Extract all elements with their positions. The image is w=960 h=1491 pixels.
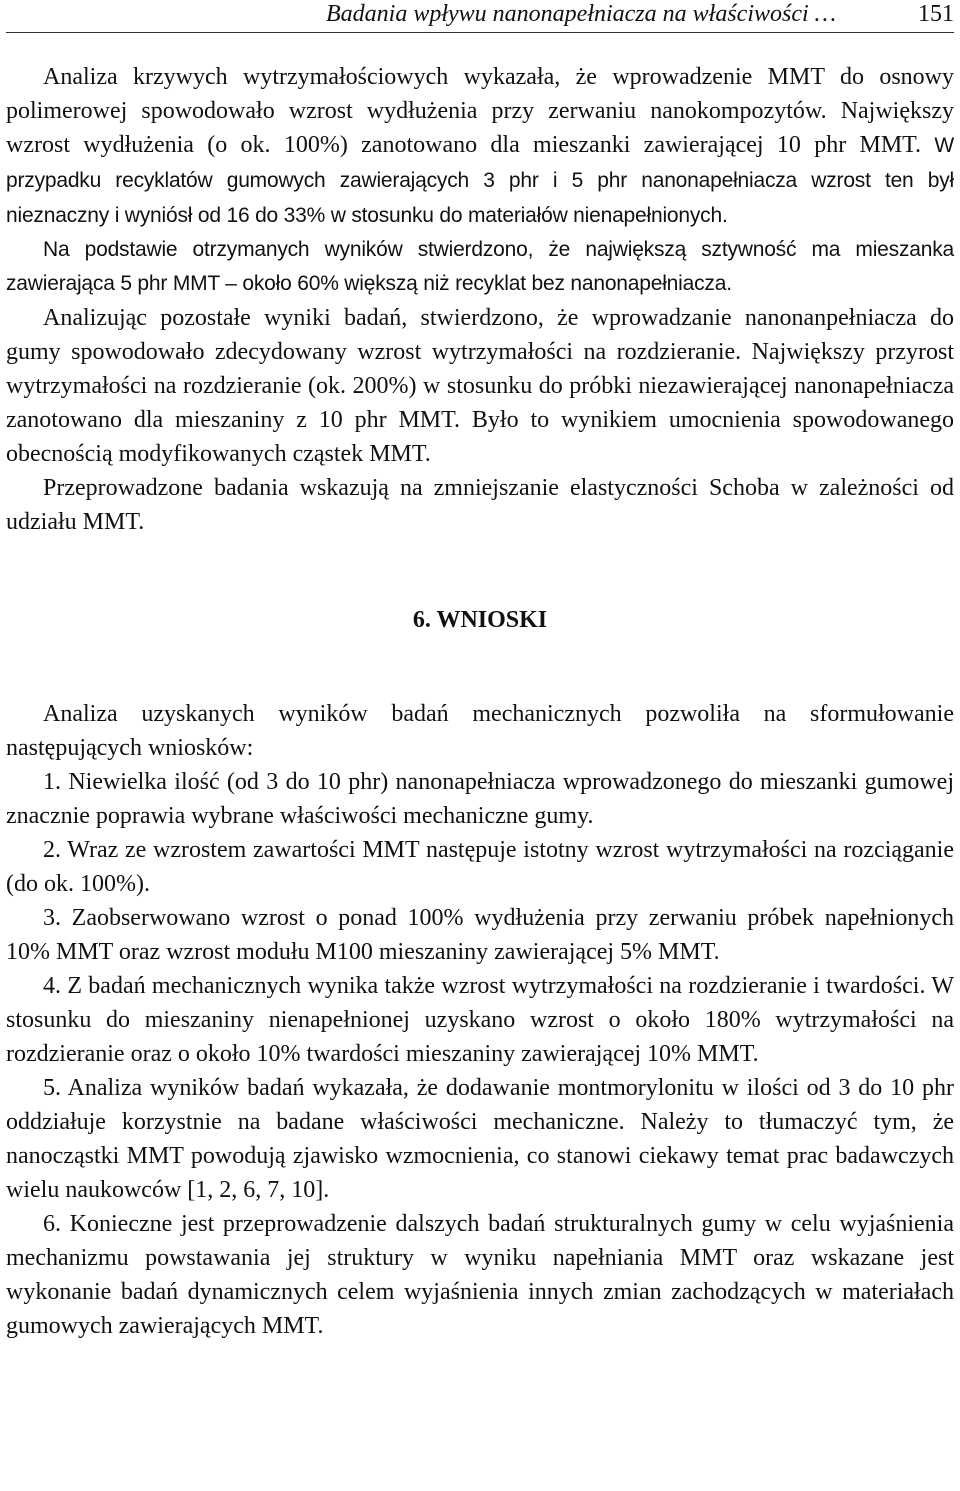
conclusion-item-6: 6. Konieczne jest przeprowadzenie dalszych badań strukturalnych gumy w celu wyjaśnienia mechanizmu powstawania jej struktury w wyniku napełniania MMT oraz wskazane jest wykonanie badań dynamicznych celem wyjaśnienia innych zmian zachodzących w materiałach gumowych zawierających MMT. [6, 1211, 954, 1339]
section-number: 6. [412, 607, 431, 633]
paragraph-tear-strength: Analizując pozostałe wyniki badań, stwierdzono, że wprowadzanie nanonanpełniacza do gumy spowodowało zdecydowany wzrost wytrzymałości na rozdzieranie. Największy przyrost wytrzymałości na rozdzieranie (ok. 200%) w stosunku do próbki niezawierającej nanonapełniacza zanotowano dla mieszaniny z 10 phr MMT. Było to wynikiem umocnienia spowodowanego obecnością modyfikowanych cząstek MMT. [6, 305, 954, 467]
section-heading [6, 603, 954, 637]
paragraph-elasticity: Przeprowadzone badania wskazują na zmniejszanie elastyczności Schoba w zależności od udziału MMT. [6, 475, 954, 535]
section-title: WNIOSKI [436, 607, 548, 633]
conclusion-item-5: 5. Analiza wyników badań wykazała, że dodawanie montmorylonitu w ilości od 3 do 10 phr oddziałuje korzystnie na badane właściwości mechaniczne. Należy to tłumaczyć tym, że nanocząstki MMT powodują zjawisko wzmocnienia, co stanowi ciekawy temat prac badawczych wielu naukowców [1, 2, 6, 7, 10]. [6, 1075, 954, 1203]
conclusion-item-2: 2. Wraz ze wzrostem zawartości MMT następuje istotny wzrost wytrzymałości na rozciąganie (do ok. 100%). [6, 837, 954, 897]
conclusions-intro: Analiza uzyskanych wyników badań mechanicznych pozwoliła na sformułowanie następujących wniosków: [6, 701, 954, 761]
paragraph-elongation-text: Analiza krzywych wytrzymałościowych wykazała, że wprowadzenie MMT do osnowy polimerowej spowodowało wzrost wydłużenia przy zerwaniu nanokompozytów. Największy wzrost wydłużenia (o ok. 100%) zanotowano dla mieszanki zawierającej 10 phr MMT. [6, 64, 954, 158]
paragraph-recyclates-text: W przypadku recyklatów gumowych zawierających 3 phr i 5 phr nanonapełniacza wzrost ten był nieznaczny i wyniósł od 16 do 33% w stosunku do materiałów nienapełnionych. [6, 134, 954, 227]
paragraph-elongation [6, 60, 954, 233]
running-title: Badania wpływu nanonapełniacza na właściwości … [326, 1, 836, 27]
results-discussion [6, 60, 954, 539]
document-page [6, 0, 954, 1343]
conclusions-section [6, 697, 954, 1343]
paragraph-stiffness: Na podstawie otrzymanych wyników stwierdzono, że największą sztywność ma mieszanka zawierająca 5 phr MMT – około 60% większą niż recyklat bez nanonapełniacza. [6, 238, 954, 295]
conclusion-item-3: 3. Zaobserwowano wzrost o ponad 100% wydłużenia przy zerwaniu próbek napełnionych 10% MMT oraz wzrost modułu M100 mieszaniny zawierającej 5% MMT. [6, 905, 954, 965]
conclusion-item-1: 1. Niewielka ilość (od 3 do 10 phr) nanonapełniacza wprowadzonego do mieszanki gumowej znacznie poprawia wybrane właściwości mechaniczne gumy. [6, 769, 954, 829]
page-number: 151 [918, 1, 954, 27]
conclusion-item-4: 4. Z badań mechanicznych wynika także wzrost wytrzymałości na rozdzieranie i twardości. W stosunku do mieszaniny nienapełnionej uzyskano wzrost o około 180% wytrzymałości na rozdzieranie oraz o około 10% twardości mieszaniny zawierającej 10% MMT. [6, 973, 954, 1067]
running-header [6, 0, 954, 33]
